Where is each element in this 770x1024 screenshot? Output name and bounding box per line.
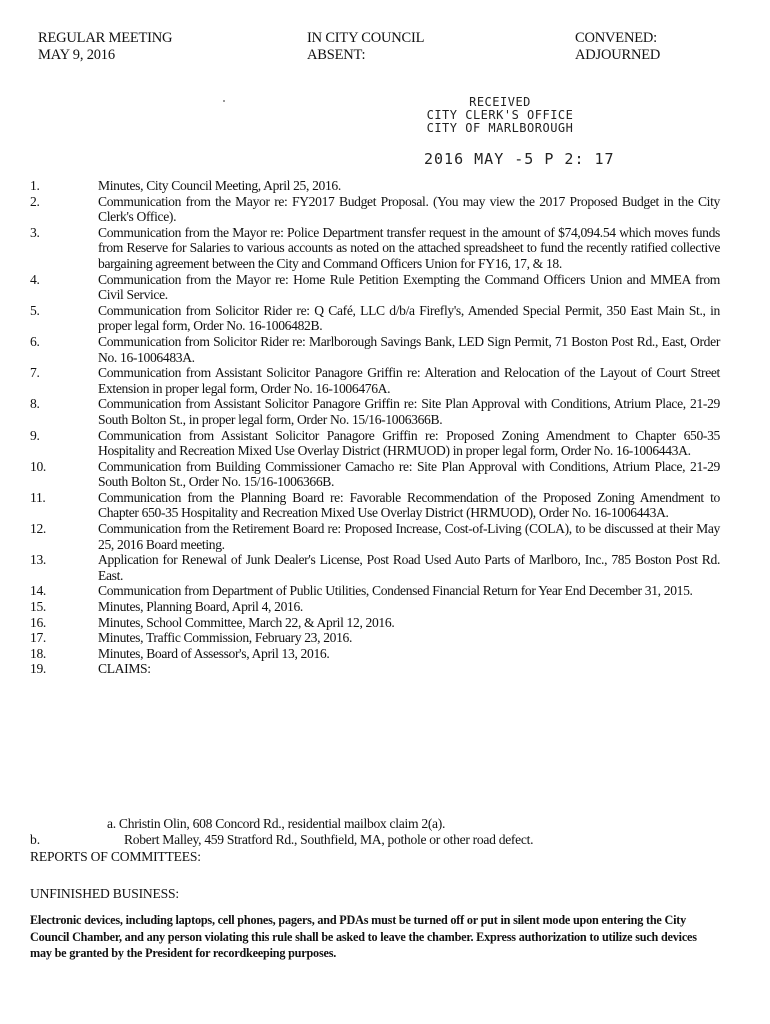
- agenda-item-text: Minutes, School Committee, March 22, & April 12, 2016.: [98, 614, 395, 630]
- agenda-item: [30, 365, 720, 396]
- agenda-item-number: 2.: [30, 193, 40, 209]
- agenda-item: [30, 599, 720, 615]
- agenda-item-text: Communication from Assistant Solicitor Panagore Griffin re: Site Plan Approval with Conditions, Atrium Place, 21-29 South Bolton St., in proper legal form, Order No. 15/16-1006366B.: [98, 396, 720, 427]
- agenda-item: [30, 490, 720, 521]
- agenda-item: [30, 303, 720, 334]
- scan-speck: [223, 100, 225, 102]
- stamp-received: RECEIVED: [469, 95, 531, 109]
- agenda-item-text: Minutes, Planning Board, April 4, 2016.: [98, 599, 303, 615]
- electronic-devices-notice: Electronic devices, including laptops, cell phones, pagers, and PDAs must be turned off or put in silent mode upon entering the City Council Chamber, and any person violating this rule shall be asked to leave the chamber. Express authorization to utilize such devices may be granted by the President for recordkeeping purposes.: [30, 913, 697, 960]
- agenda-item-number: 10.: [30, 458, 46, 474]
- convened-label: CONVENED:: [575, 30, 657, 46]
- agenda-item: [30, 428, 720, 459]
- meeting-date: MAY 9, 2016: [38, 47, 115, 63]
- agenda-item-number: 8.: [30, 396, 40, 412]
- agenda-item-text: Communication from the Mayor re: FY2017 Budget Proposal. (You may view the 2017 Proposed Budget in the City Clerk's Office).: [98, 193, 720, 225]
- agenda-item-number: 9.: [30, 427, 40, 443]
- agenda-item-number: 7.: [30, 365, 40, 381]
- agenda-item-number: 6.: [30, 333, 40, 349]
- agenda-item: [30, 615, 720, 631]
- header-middle: [307, 30, 424, 64]
- agenda-item: [30, 334, 720, 365]
- agenda-item: [30, 583, 720, 599]
- unfinished-heading: UNFINISHED BUSINESS:: [30, 886, 179, 901]
- agenda-item-number: 1.: [30, 178, 40, 193]
- agenda-item: [30, 646, 720, 662]
- meeting-type: REGULAR MEETING: [38, 30, 173, 46]
- stamp-city: CITY OF MARLBOROUGH: [426, 121, 574, 135]
- agenda-item-number: 16.: [30, 614, 46, 630]
- agenda-item-number: 12.: [30, 521, 46, 537]
- agenda-item-text: Communication from Solicitor Rider re: Marlborough Savings Bank, LED Sign Permit, 71 Boston Post Rd., East, Order No. 16-1006483A.: [98, 333, 720, 365]
- reports-heading: REPORTS OF COMMITTEES:: [30, 849, 201, 864]
- agenda-item-text: Communication from the Mayor re: Home Rule Petition Exempting the Command Officers Union and MMEA from Civil Service.: [98, 271, 720, 303]
- agenda-item-text: Communication from Assistant Solicitor Panagore Griffin re: Proposed Zoning Amendment to Chapter 650-35 Hospitality and Recreation Mixed Use Overlay District (HRMUOD) in proper legal form, Order No. 16-1006443A.: [98, 427, 720, 459]
- agenda-item-text: Minutes, Board of Assessor's, April 13, 2016.: [98, 645, 330, 661]
- agenda-item-number: 3.: [30, 224, 40, 240]
- claim-b: Robert Malley, 459 Stratford Rd., Southfield, MA, pothole or other road defect.: [124, 832, 534, 847]
- agenda-list: [30, 178, 720, 677]
- agenda-item: [30, 396, 720, 427]
- header-left: [38, 30, 172, 64]
- agenda-item-text: Communication from the Mayor re: Police Department transfer request in the amount of $74,094.54 which moves funds from Reserve for Salaries to various accounts as noted on the attached spreadsheet to fund the recently ratified collective bargaining agreement between the City and Command Officers Union for FY16, 17, & 18.: [98, 224, 720, 271]
- agenda-item: [30, 459, 720, 490]
- agenda-item-number: 17.: [30, 630, 46, 646]
- agenda-item: [30, 178, 720, 194]
- agenda-item-text: Application for Renewal of Junk Dealer's License, Post Road Used Auto Parts of Marlboro, Inc., 785 Boston Post Rd. East.: [98, 552, 720, 583]
- adjourned-label: ADJOURNED: [575, 47, 661, 63]
- agenda-item-text: Communication from Assistant Solicitor Panagore Griffin re: Alteration and Relocation of the Layout of Court Street Extension in proper legal form, Order No. 16-1006476A.: [98, 365, 720, 396]
- stamp-date: 2016 MAY -5 P 2: 17: [424, 150, 615, 168]
- agenda-item-text: Minutes, City Council Meeting, April 25, 2016.: [98, 178, 341, 193]
- agenda-item: [30, 194, 720, 225]
- agenda-item-number: 4.: [30, 271, 40, 287]
- agenda-item-text: Communication from the Retirement Board re: Proposed Increase, Cost-of-Living (COLA), to be discussed at their May 25, 2016 Board meeting.: [98, 521, 720, 552]
- agenda-item: [30, 630, 720, 646]
- received-stamp: [420, 96, 580, 135]
- agenda-item-number: 5.: [30, 302, 40, 318]
- agenda-item-text: Communication from Building Commissioner Camacho re: Site Plan Approval with Conditions, Atrium Place, 21-29 South Bolton St., Order No. 15/16-1006366B.: [98, 458, 720, 490]
- agenda-item-text: Minutes, Traffic Commission, February 23, 2016.: [98, 630, 353, 646]
- agenda-item: [30, 272, 720, 303]
- agenda-item-text: Communication from Solicitor Rider re: Q Café, LLC d/b/a Firefly's, Amended Special Permit, 350 East Main St., in proper legal form, Order No. 16-1006482B.: [98, 302, 720, 334]
- agenda-item-number: 13.: [30, 552, 46, 568]
- agenda-item-number: 18.: [30, 645, 46, 661]
- agenda-item-number: 15.: [30, 599, 46, 615]
- header-right: [575, 30, 660, 64]
- council-label: IN CITY COUNCIL: [307, 30, 425, 46]
- agenda-item-text: CLAIMS:: [98, 661, 151, 677]
- agenda-item: [30, 552, 720, 583]
- claim-b-letter: b.: [30, 832, 41, 847]
- agenda-item-number: 19.: [30, 661, 46, 677]
- agenda-item: [30, 225, 720, 272]
- agenda-item: [30, 661, 720, 677]
- agenda-item-number: 11.: [30, 489, 46, 505]
- claim-a: a. Christin Olin, 608 Concord Rd., residential mailbox claim 2(a).: [107, 816, 446, 831]
- agenda-item-text: Communication from Department of Public Utilities, Condensed Financial Return for Year End December 31, 2015.: [98, 583, 693, 599]
- stamp-office: CITY CLERK'S OFFICE: [426, 108, 574, 122]
- absent-label: ABSENT:: [307, 47, 366, 63]
- agenda-item-number: 14.: [30, 583, 46, 599]
- agenda-item-text: Communication from the Planning Board re: Favorable Recommendation of the Proposed Zoning Amendment to Chapter 650-35 Hospitality and Recreation Mixed Use Overlay District (HRMUOD), Order No. 16-1006443A.: [98, 489, 720, 521]
- agenda-item: [30, 521, 720, 552]
